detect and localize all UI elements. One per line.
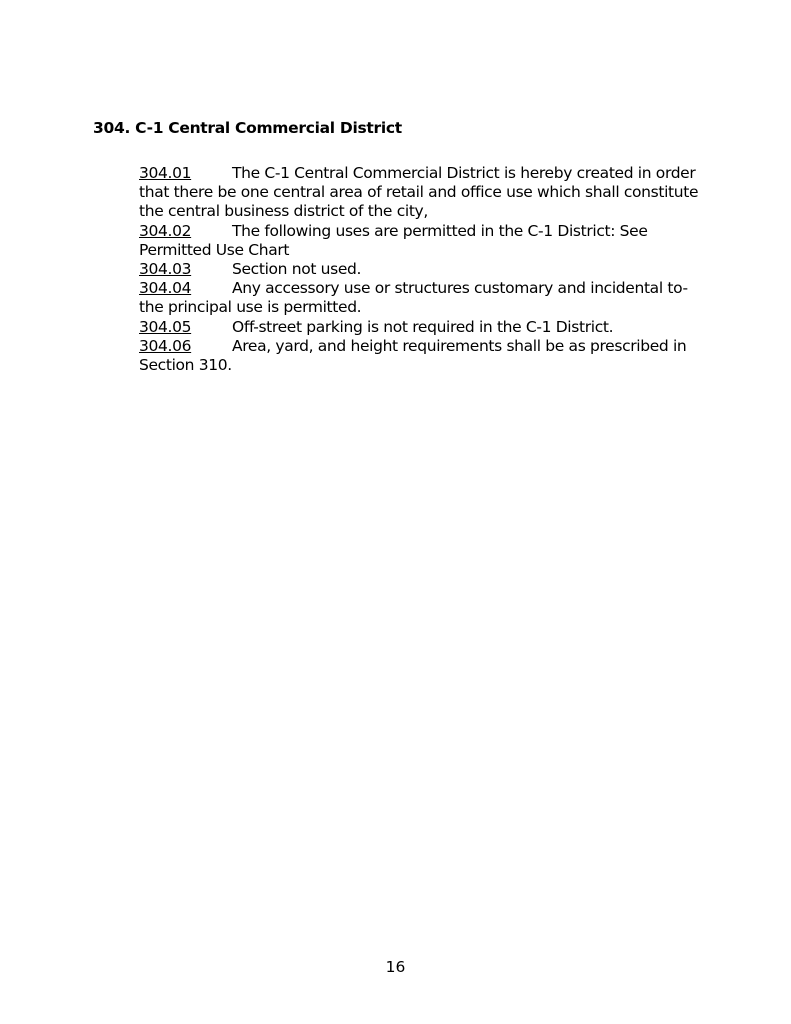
section-item	[139, 260, 699, 279]
section-list	[139, 164, 699, 375]
page-number: 16	[385, 958, 406, 976]
section-number: 304.03	[139, 260, 192, 279]
section-text: Any accessory use or structures customary and incidental to-the principal use is permitted.	[139, 279, 688, 317]
section-item	[139, 279, 699, 317]
section-number: 304.04	[139, 279, 192, 298]
section-text: Off-street parking is not required in the C-1 District.	[232, 317, 614, 336]
section-number: 304.05	[139, 317, 192, 336]
section-item	[139, 164, 699, 222]
section-item	[139, 318, 699, 337]
section-text: The following uses are permitted in the C-1 District: See Permitted Use Chart	[139, 221, 648, 259]
section-text: The C-1 Central Commercial District is hereby created in order that there be one central area of retail and office use which shall constitute the central business district of the city,	[139, 164, 699, 221]
section-number: 304.01	[139, 164, 192, 182]
section-number: 304.02	[139, 221, 192, 240]
section-item	[139, 222, 699, 260]
section-heading: 304. C-1 Central Commercial District	[93, 119, 402, 137]
section-number: 304.06	[139, 336, 192, 355]
section-text: Area, yard, and height requirements shall be as prescribed in Section 310.	[139, 336, 687, 375]
section-text: Section not used.	[232, 260, 362, 279]
section-item	[139, 337, 699, 375]
